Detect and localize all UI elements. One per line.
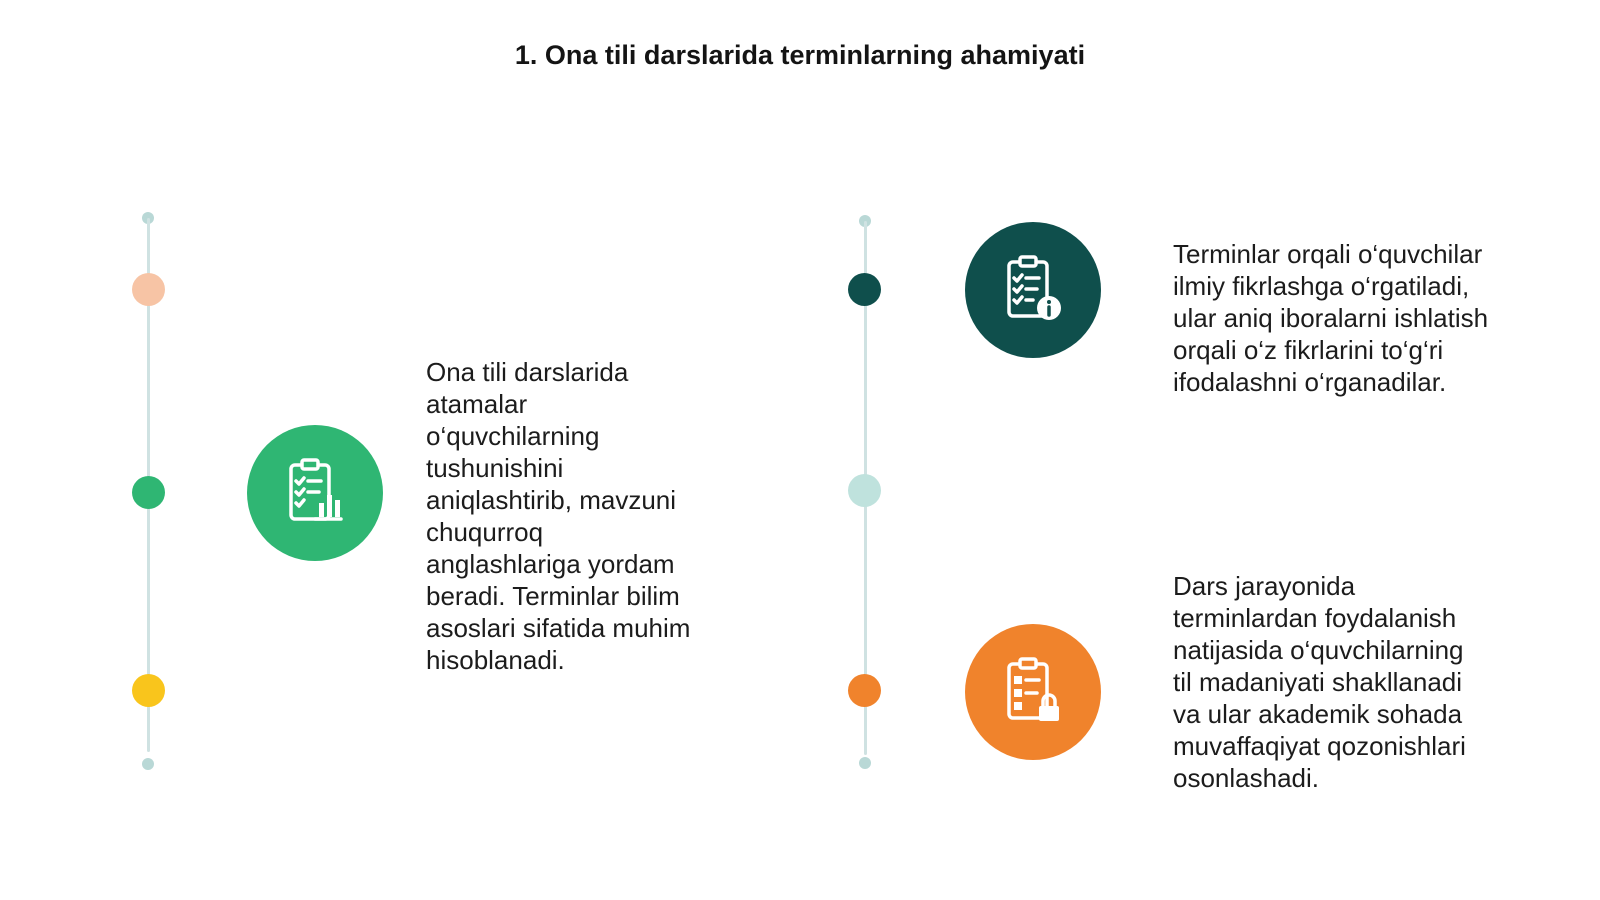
timeline-dot-peach <box>132 273 165 306</box>
clipboard-info-icon <box>965 222 1101 358</box>
left-description: Ona tili darslarida atamalar o‘quvchilarning tushunishini aniqlashtirib, mavzuni chuqurroq anglashlariga yordam beradi. Terminlar bilim asoslari sifatida muhim hisoblanadi. <box>426 357 691 675</box>
timeline-dot-green <box>132 476 165 509</box>
right-top-description: Terminlar orqali o‘quvchilar ilmiy fikrlashga o‘rgatiladi, ular aniq iboralarni ishlatish orqali o‘z fikrlarini to‘g‘ri ifodalashni o‘rganadilar. <box>1173 239 1489 397</box>
timeline-dot-light-teal <box>848 474 881 507</box>
timeline-dot-yellow <box>132 674 165 707</box>
clipboard-chart-icon <box>247 425 383 561</box>
timeline-bottom-cap <box>142 758 154 770</box>
timeline-dot-dark-teal <box>848 273 881 306</box>
timeline-bottom-cap <box>859 757 871 769</box>
timeline-dot-orange <box>848 674 881 707</box>
clipboard-lock-icon <box>965 624 1101 760</box>
right-bottom-description: Dars jarayonida terminlardan foydalanish natijasida o‘quvchilarning til madaniyati shakllanadi va ular akademik sohada muvaffaqiyat qozonishlari osonlashadi. <box>1173 571 1466 793</box>
slide-title: 1. Ona tili darslarida terminlarning ahamiyati <box>514 40 1086 70</box>
